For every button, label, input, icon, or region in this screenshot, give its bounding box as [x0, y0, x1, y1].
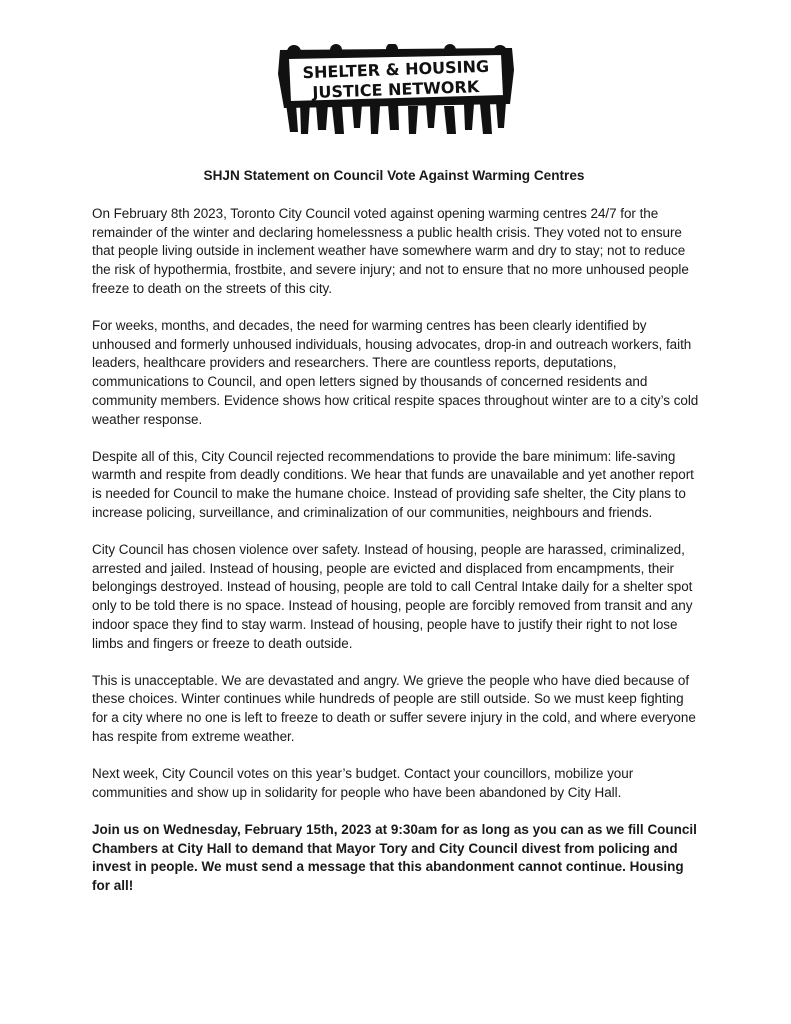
paragraph-2: For weeks, months, and decades, the need for warming centres has been clearly identified by unhoused and formerly unhoused individuals, housing advocates, drop-in and outreach workers, faith leaders, healthcare providers and researchers. There are countless reports, deputations, communications to Council, and open letters signed by thousands of concerned residents and community members. Evidence shows how critical respite spaces throughout winter are to a city’s cold weather response.: [92, 318, 699, 427]
logo-illustration: [274, 44, 518, 136]
shjn-logo: [274, 44, 518, 136]
logo-text-line1: SHELTER & HOUSING: [302, 56, 490, 83]
paragraph-6: Next week, City Council votes on this year’s budget. Contact your councillors, mobilize your communities and show up in solidarity for people who have been abandoned by City Hall.: [92, 766, 634, 800]
paragraph-4: City Council has chosen violence over safety. Instead of housing, people are harassed, criminalized, arrested and jailed. Instead of housing, people are evicted and displaced from encampments, their belongings destroyed. Instead of housing, people are told to call Central Intake daily for a shelter spot only to be told there is no space. Instead of housing, people are forcibly removed from transit and any indoor space they find to stay warm. Instead of housing, people have to justify their right to not lose limbs and fingers or freeze to death outside.: [92, 542, 693, 651]
paragraph-5: This is unacceptable. We are devastated and angry. We grieve the people who have died because of these choices. Winter continues while hundreds of people are still outside. So we must keep fighting for a city where no one is left to freeze to death or suffer severe injury in the cold, and where everyone has respite from extreme weather.: [92, 672, 696, 744]
statement-title: SHJN Statement on Council Vote Against Warming Centres: [203, 168, 585, 183]
paragraph-3: Despite all of this, City Council rejected recommendations to provide the bare minimum: life-saving warmth and respite from deadly conditions. We hear that funds are unavailable and yet another report is needed for Council to make the humane choice. Instead of providing safe shelter, the City plans to increase policing, surveillance, and criminalization of our communities, neighbours and friends.: [92, 448, 694, 520]
paragraph-1: On February 8th 2023, Toronto City Council voted against opening warming centres 24/7 for the remainder of the winter and declaring homelessness a public health crisis. They voted not to ensure that people living outside in inclement weather have somewhere warm and dry to stay; not to reduce the risk of hypothermia, frostbite, and severe injury; and not to ensure that no more unhoused people freeze to death on the streets of this city.: [92, 206, 689, 296]
call-to-action: Join us on Wednesday, February 15th, 2023 at 9:30am for as long as you can as we fill Council Chambers at City Hall to demand that Mayor Tory and City Council divest from policing and invest in people. We must send a message that this abandonment cannot continue. Housing for all!: [92, 821, 697, 894]
statement-document: [92, 166, 702, 914]
logo-text-line2: JUSTICE NETWORK: [312, 77, 480, 102]
